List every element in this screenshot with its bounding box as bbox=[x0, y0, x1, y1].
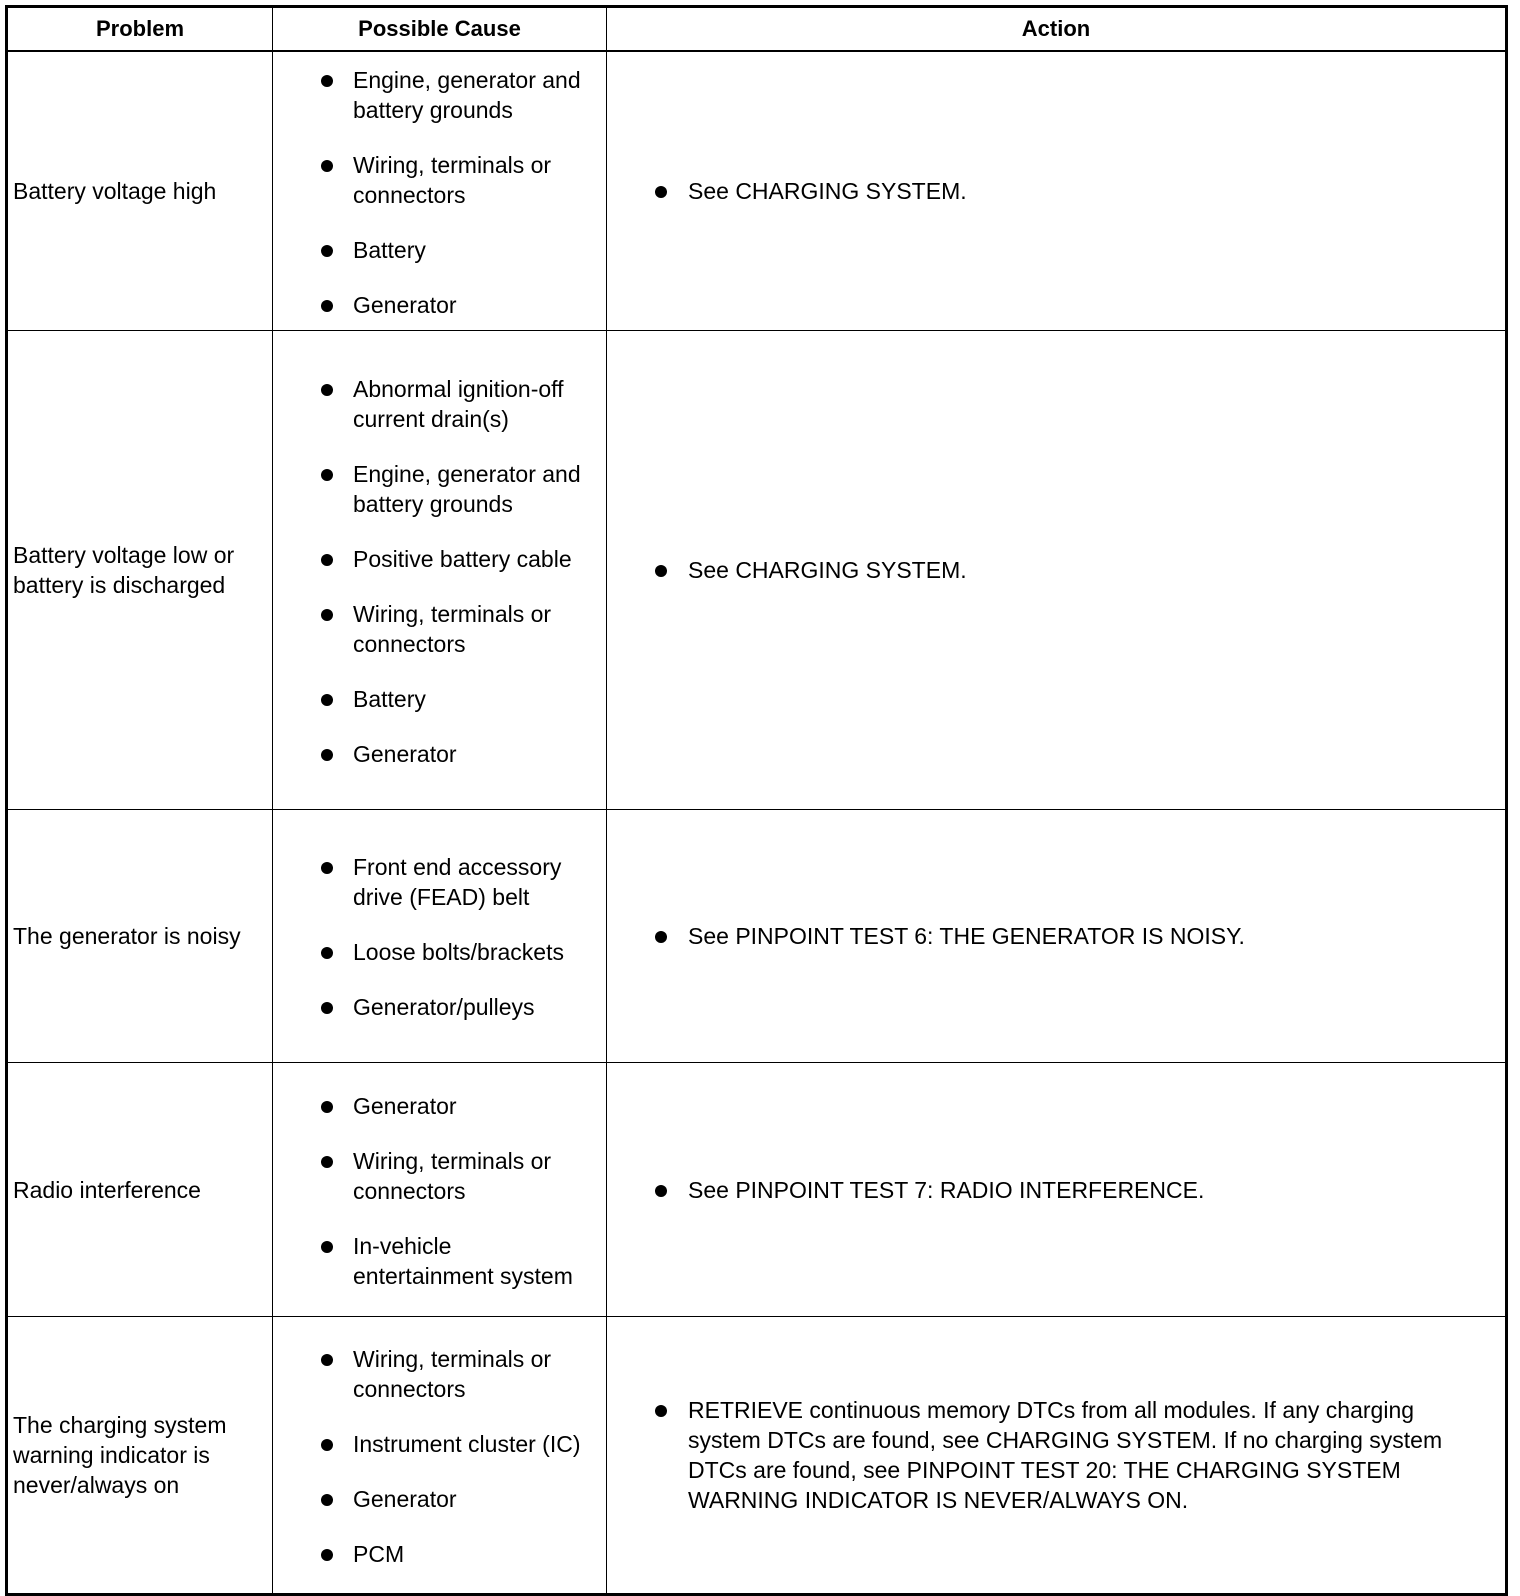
cause-cell bbox=[273, 331, 607, 810]
list-item bbox=[273, 1429, 606, 1459]
action-cell bbox=[607, 1063, 1507, 1317]
cause-list bbox=[273, 1344, 606, 1569]
list-item bbox=[273, 684, 606, 714]
bullet-icon bbox=[321, 1101, 333, 1113]
bullet-icon bbox=[321, 694, 333, 706]
bullet-icon bbox=[321, 1549, 333, 1561]
action-item bbox=[607, 176, 1505, 206]
problem-cell: The charging system warning indicator is never/always on bbox=[7, 1317, 273, 1595]
table-row bbox=[7, 51, 1507, 331]
table-row bbox=[7, 1063, 1507, 1317]
list-item bbox=[273, 65, 606, 125]
cause-text: Loose bolts/brackets bbox=[353, 939, 564, 965]
cause-text: Wiring, terminals or connectors bbox=[353, 1345, 552, 1402]
problem-cell: Radio interference bbox=[7, 1063, 273, 1317]
list-item bbox=[273, 1344, 606, 1404]
table-row bbox=[7, 331, 1507, 810]
list-item bbox=[273, 235, 606, 265]
action-text: See PINPOINT TEST 6: THE GENERATOR IS NOISY. bbox=[688, 923, 1245, 949]
cause-text: Positive battery cable bbox=[353, 545, 572, 572]
table-row bbox=[7, 1317, 1507, 1595]
symptom-chart-table bbox=[5, 5, 1508, 1596]
bullet-icon bbox=[655, 565, 667, 577]
bullet-icon bbox=[321, 245, 333, 257]
bullet-icon bbox=[321, 1241, 333, 1253]
cause-text: Instrument cluster (IC) bbox=[353, 1430, 581, 1457]
action-cell bbox=[607, 810, 1507, 1063]
header-problem: Problem bbox=[7, 7, 273, 52]
cause-text: Generator bbox=[353, 1092, 457, 1119]
action-item bbox=[607, 1395, 1505, 1515]
cause-text: Wiring, terminals or connectors bbox=[353, 600, 552, 657]
action-text: See PINPOINT TEST 7: RADIO INTERFERENCE. bbox=[688, 1176, 1205, 1203]
cause-text: Battery bbox=[353, 236, 426, 263]
action-text: RETRIEVE continuous memory DTCs from all modules. If any charging system DTCs are found, see CHARGING SYSTEM. If no charging system DTCs are found, see PINPOINT TEST 20: THE CHARGING SYSTEM WARNING INDICATOR IS NEVER/ALWAYS ON. bbox=[688, 1397, 1443, 1513]
action-item bbox=[607, 1175, 1505, 1205]
cause-text: PCM bbox=[353, 1540, 405, 1567]
list-item bbox=[273, 1146, 606, 1206]
bullet-icon bbox=[655, 931, 667, 943]
cause-text: Abnormal ignition-off current drain(s) bbox=[353, 375, 564, 432]
bullet-icon bbox=[321, 609, 333, 621]
cause-text: Wiring, terminals or connectors bbox=[353, 1147, 552, 1204]
cause-cell bbox=[273, 1063, 607, 1317]
list-item bbox=[273, 290, 606, 320]
list-item bbox=[273, 1231, 606, 1291]
cause-text: Generator/pulleys bbox=[353, 994, 535, 1020]
cause-text: Engine, generator and battery grounds bbox=[353, 460, 581, 517]
cause-text: Generator bbox=[353, 291, 457, 318]
bullet-icon bbox=[321, 1354, 333, 1366]
list-item bbox=[273, 544, 606, 574]
cause-cell bbox=[273, 1317, 607, 1595]
bullet-icon bbox=[655, 1185, 667, 1197]
list-item bbox=[273, 937, 606, 967]
action-text: See CHARGING SYSTEM. bbox=[688, 178, 967, 204]
bullet-icon bbox=[321, 384, 333, 396]
cause-text: Engine, generator and battery grounds bbox=[353, 66, 581, 123]
problem-cell: Battery voltage low or battery is discharged bbox=[7, 331, 273, 810]
action-text: See CHARGING SYSTEM. bbox=[688, 557, 967, 583]
cause-text: Generator bbox=[353, 740, 457, 767]
action-item bbox=[607, 555, 1505, 585]
bullet-icon bbox=[321, 862, 333, 874]
bullet-icon bbox=[321, 160, 333, 172]
header-possible-cause: Possible Cause bbox=[273, 7, 607, 52]
table-row bbox=[7, 810, 1507, 1063]
list-item bbox=[273, 739, 606, 769]
list-item bbox=[273, 1484, 606, 1514]
action-cell bbox=[607, 331, 1507, 810]
cause-list bbox=[273, 65, 606, 320]
cause-text: Battery bbox=[353, 685, 426, 712]
list-item bbox=[273, 1539, 606, 1569]
list-item bbox=[273, 599, 606, 659]
list-item bbox=[273, 459, 606, 519]
cause-list bbox=[273, 852, 606, 1022]
cause-text: In-vehicle entertainment system bbox=[353, 1232, 573, 1289]
bullet-icon bbox=[321, 75, 333, 87]
bullet-icon bbox=[321, 1494, 333, 1506]
list-item bbox=[273, 374, 606, 434]
cause-list bbox=[273, 374, 606, 769]
cause-cell bbox=[273, 810, 607, 1063]
cause-text: Front end accessory drive (FEAD) belt bbox=[353, 854, 562, 910]
list-item bbox=[273, 852, 606, 912]
problem-cell: The generator is noisy bbox=[7, 810, 273, 1063]
list-item bbox=[273, 1091, 606, 1121]
bullet-icon bbox=[321, 947, 333, 959]
bullet-icon bbox=[321, 1439, 333, 1451]
bullet-icon bbox=[321, 1156, 333, 1168]
bullet-icon bbox=[321, 749, 333, 761]
cause-text: Generator bbox=[353, 1485, 457, 1512]
action-cell bbox=[607, 1317, 1507, 1595]
bullet-icon bbox=[655, 1405, 667, 1417]
bullet-icon bbox=[321, 1002, 333, 1014]
problem-cell: Battery voltage high bbox=[7, 51, 273, 331]
action-item bbox=[607, 921, 1505, 951]
header-action: Action bbox=[607, 7, 1507, 52]
bullet-icon bbox=[321, 469, 333, 481]
cause-list bbox=[273, 1091, 606, 1291]
bullet-icon bbox=[655, 186, 667, 198]
bullet-icon bbox=[321, 300, 333, 312]
cause-cell bbox=[273, 51, 607, 331]
bullet-icon bbox=[321, 554, 333, 566]
cause-text: Wiring, terminals or connectors bbox=[353, 151, 552, 208]
header-row bbox=[7, 7, 1507, 52]
list-item bbox=[273, 150, 606, 210]
list-item bbox=[273, 992, 606, 1022]
action-cell bbox=[607, 51, 1507, 331]
